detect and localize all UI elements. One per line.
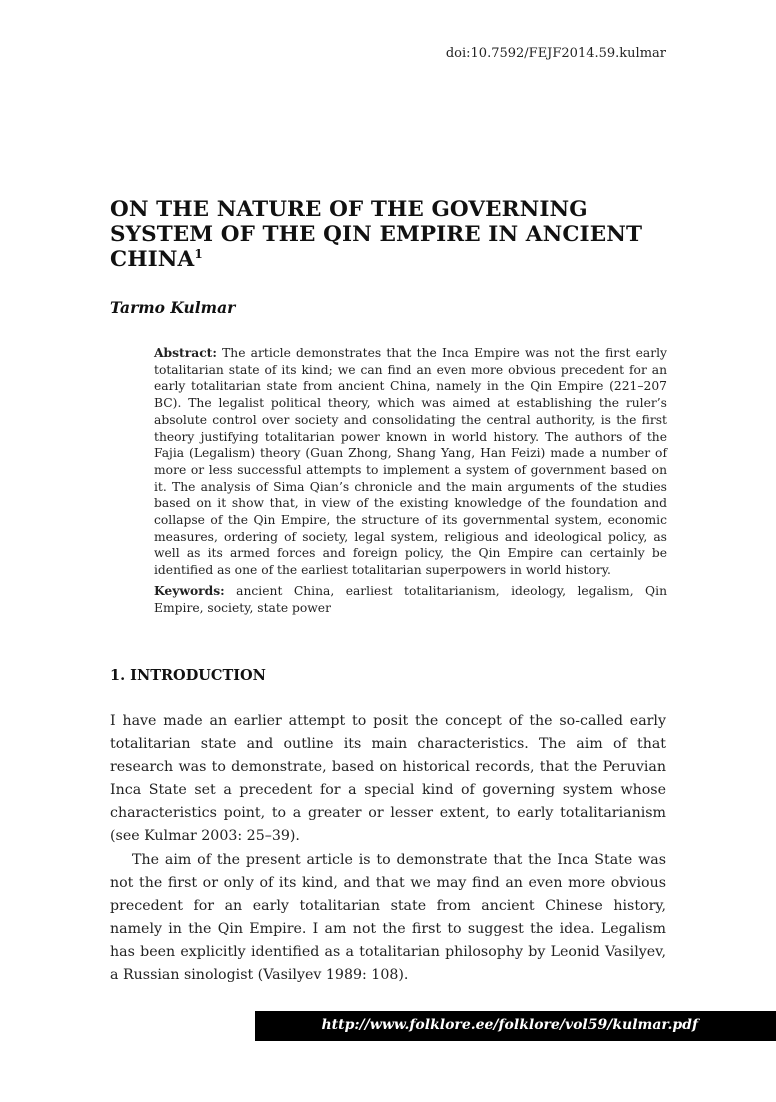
keywords-text: ancient China, earliest totalitarianism, ideology, legalism, Qin Empire, society, state power	[154, 583, 667, 615]
section-heading: 1. INTRODUCTION	[110, 667, 266, 684]
footer-bar	[255, 1011, 776, 1041]
title-footnote-marker[interactable]: 1	[194, 246, 203, 261]
doi-header: doi:10.7592/FEJF2014.59.kulmar	[445, 46, 666, 61]
abstract-label: Abstract:	[154, 345, 217, 360]
abstract-text: The article demonstrates that the Inca Empire was not the first early totalitarian state of its kind; we can find an even more obvious precedent for an early totalitarian state from ancient China, namely in the Qin Empire (221–207 BC). The legalist political theory, which was aimed at establishing the ruler’s absolute control over society and consolidating the central authority, is the first theory justifying totalitarian power known in world history. The authors of the Fajia (Legalism) theory (Guan Zhong, Shang Yang, Han Feizi) made a number of more or less successful attempts to implement a system of government based on it. The analysis of Sima Qian’s chronicle and the main arguments of the studies based on it show that, in view of the existing knowledge of the foundation and collapse of the Qin Empire, the structure of its governmental system, economic measures, ordering of society, legal system, religious and ideological policy, as well as its armed forces and foreign policy, the Qin Empire can certainly be identified as one of the earliest totalitarian superpowers in world history.	[154, 346, 667, 578]
author-name: Tarmo Kulmar	[110, 298, 236, 317]
body-paragraph-1: I have made an earlier attempt to posit the concept of the so-called early totalitarian state and outline its main characteristics. The aim of that research was to demonstrate, based on historical records, that the Peruvian Inca State set a precedent for a special kind of governing system whose characteristics point, to a greater or lesser extent, to early totalitarianism (see Kulmar 2003: 25–39).	[110, 713, 666, 845]
abstract-block	[154, 345, 667, 616]
article-title-text: ON THE NATURE OF THE GOVERNING SYSTEM OF THE QIN EMPIRE IN ANCIENT CHINA	[110, 197, 643, 272]
article-title	[110, 197, 670, 272]
keywords-paragraph	[154, 583, 667, 616]
footer-url-link[interactable]: http://www.folklore.ee/folklore/vol59/kulmar.pdf	[321, 1017, 698, 1033]
abstract-paragraph	[154, 345, 667, 579]
body-paragraph-2: The aim of the present article is to demonstrate that the Inca State was not the first or only of its kind, and that we may find an even more obvious precedent for an early totalitarian state from ancient Chinese history, namely in the Qin Empire. I am not the first to suggest the idea. Legalism has been explicitly identified as a totalitarian philosophy by Leonid Vasilyev, a Russian sinologist (Vasilyev 1989: 108).	[110, 851, 666, 984]
keywords-label: Keywords:	[154, 582, 225, 598]
body-text	[110, 710, 666, 987]
